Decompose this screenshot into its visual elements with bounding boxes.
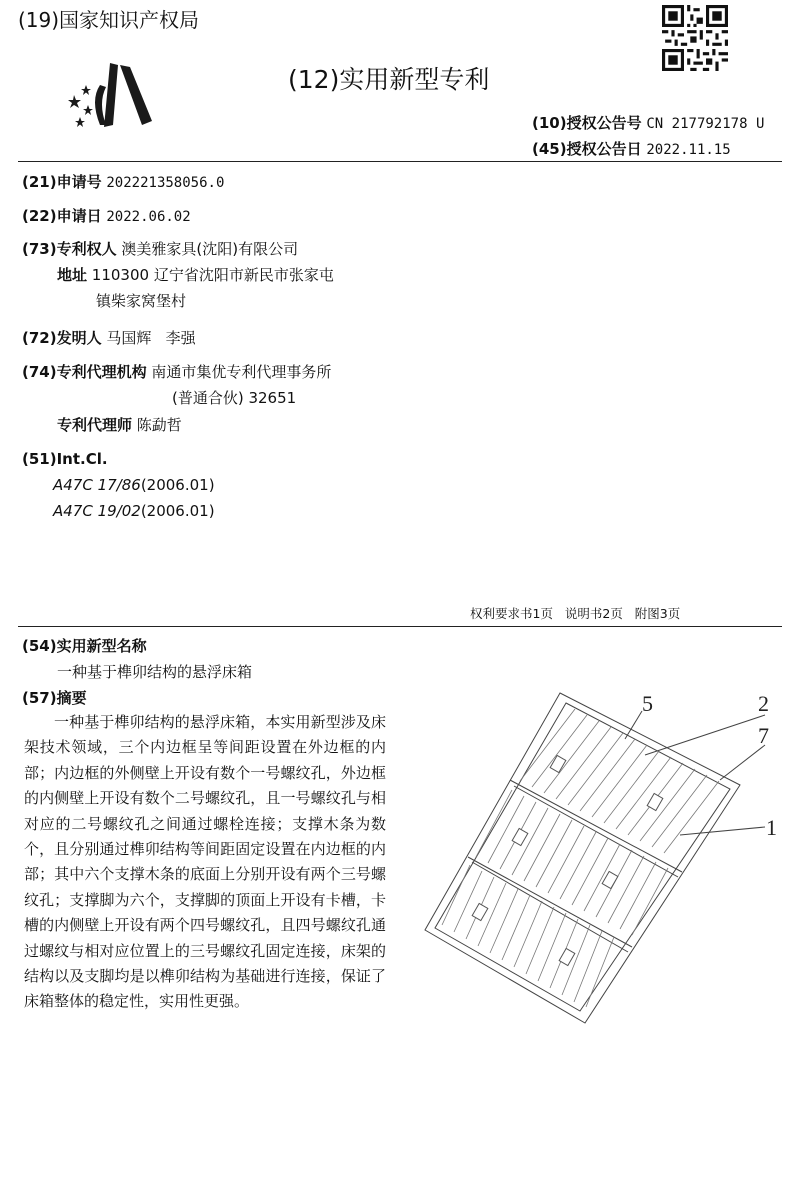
inventors-row bbox=[22, 327, 196, 348]
mid-divider bbox=[18, 626, 782, 627]
label-2: 2 bbox=[758, 691, 769, 716]
bed-frame-drawing bbox=[420, 685, 790, 1030]
publication-date: 2022.11.15 bbox=[646, 142, 731, 158]
label-7: 7 bbox=[758, 723, 769, 748]
address-line-1: 110300 辽宁省沈阳市新民市张家屯 bbox=[91, 266, 334, 284]
inventors-label: (72)发明人 bbox=[22, 329, 102, 347]
agency-label: (74)专利代理机构 bbox=[22, 363, 147, 381]
page-counts: 权利要求书1页 说明书2页 附图3页 bbox=[470, 606, 681, 621]
agency-line-2: (普通合伙) 32651 bbox=[172, 389, 297, 407]
abstract-paragraph: 一种基于榫卯结构的悬浮床箱，本实用新型涉及床架技术领域，三个内边框呈等间距设置在外边框的内部；内边框的外侧壁上开设有数个一号螺纹孔，外边框的内侧壁上开设有数个二号螺纹孔，且一号螺纹孔与相对应的二号螺纹孔之间通过螺栓连接；支撑木条为数个，且分别通过榫卯结构等间距固定设置在内边框的内部；其中六个支撑木条的底面上分别开设有两个三号螺纹孔；支撑脚为六个，支撑脚的顶面上开设有卡槽，卡槽的内侧壁上开设有两个四号螺纹孔，且四号螺纹孔通过螺纹与相对应位置上的三号螺纹孔固定连接，床架的结构以及支脚均是以榫卯结构为基础进行连接，保证了床箱整体的稳定性，实用性更强。 bbox=[24, 713, 386, 1011]
application-number-label: (21)申请号 bbox=[22, 173, 102, 191]
publication-number-row bbox=[532, 112, 764, 133]
filing-date-row bbox=[22, 205, 191, 226]
ipc-version-1: (2006.01) bbox=[140, 476, 215, 494]
patentee: 澳美雅家具(沈阳)有限公司 bbox=[121, 240, 299, 258]
filing-date-label: (22)申请日 bbox=[22, 207, 102, 225]
ipc-code-2: A47C 19/02 bbox=[53, 502, 141, 520]
publication-date-label: (45)授权公告日 bbox=[532, 140, 642, 158]
publication-number-label: (10)授权公告号 bbox=[532, 114, 642, 132]
address-row bbox=[57, 264, 334, 285]
qr-code bbox=[662, 5, 728, 71]
patentee-label: (73)专利权人 bbox=[22, 240, 117, 258]
ipc-row-2 bbox=[53, 502, 215, 520]
label-5: 5 bbox=[642, 691, 653, 716]
cnipa-logo bbox=[60, 55, 165, 137]
publication-number: CN 217792178 U bbox=[646, 116, 765, 132]
header-divider bbox=[18, 161, 782, 162]
label-1: 1 bbox=[766, 815, 777, 840]
abstract-label: (57)摘要 bbox=[22, 689, 87, 707]
ipc-version-2: (2006.01) bbox=[140, 502, 215, 520]
title-label: (54)实用新型名称 bbox=[22, 637, 147, 655]
ipc-row-1 bbox=[53, 476, 215, 494]
agent-label: 专利代理师 bbox=[57, 416, 133, 434]
agent: 陈勐哲 bbox=[136, 416, 182, 434]
inventors: 马国辉 李强 bbox=[106, 329, 196, 347]
office-name: (19)国家知识产权局 bbox=[18, 8, 200, 32]
address-line-2: 镇柴家窝堡村 bbox=[96, 292, 187, 310]
ipc-code-1: A47C 17/86 bbox=[53, 476, 141, 494]
agent-row bbox=[57, 414, 182, 435]
address-label: 地址 bbox=[57, 266, 88, 284]
intcl-label: (51)Int.Cl. bbox=[22, 450, 108, 468]
patentee-row bbox=[22, 238, 298, 259]
utility-model-title: 一种基于榫卯结构的悬浮床箱 bbox=[57, 663, 253, 681]
filing-date: 2022.06.02 bbox=[106, 209, 191, 225]
abstract-text bbox=[24, 710, 386, 1015]
publication-date-row bbox=[532, 138, 731, 159]
agency-line-1: 南通市集优专利代理事务所 bbox=[151, 363, 332, 381]
application-number: 202221358056.0 bbox=[106, 175, 225, 191]
application-number-row bbox=[22, 171, 224, 192]
agency-row bbox=[22, 361, 331, 382]
document-type: (12)实用新型专利 bbox=[288, 65, 490, 94]
